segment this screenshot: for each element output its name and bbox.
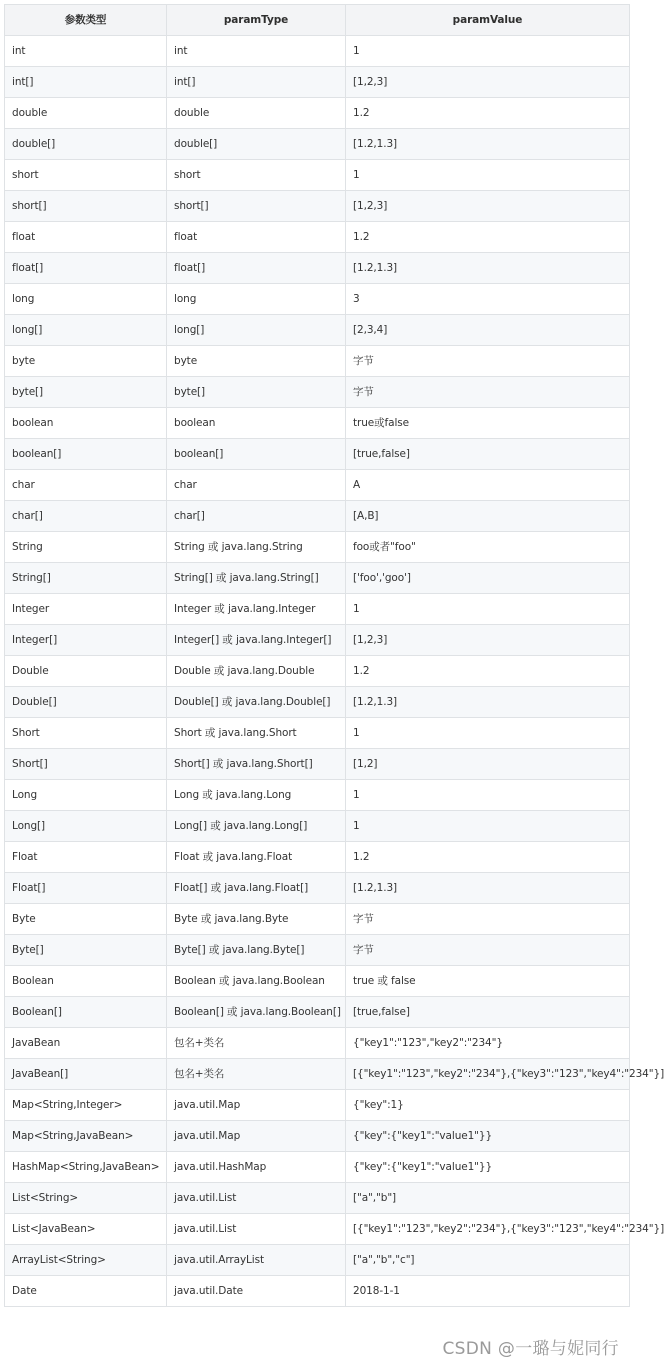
cell-param-category: Double[] <box>5 687 167 718</box>
header-param-value: paramValue <box>346 5 630 36</box>
table-row <box>5 346 630 377</box>
cell-param-type: double <box>167 98 346 129</box>
cell-param-value: true 或 false <box>346 966 630 997</box>
table-body <box>5 36 664 1307</box>
table-row <box>5 966 630 997</box>
cell-param-value: true或false <box>346 408 630 439</box>
table-row <box>5 439 630 470</box>
cell-param-value: [1.2,1.3] <box>346 129 630 160</box>
cell-param-type: java.util.Date <box>167 1276 346 1307</box>
cell-param-type: boolean <box>167 408 346 439</box>
table-row <box>5 1214 630 1245</box>
header-row <box>5 5 630 36</box>
cell-param-category: char <box>5 470 167 501</box>
cell-param-type: short[] <box>167 191 346 222</box>
cell-param-value: 1 <box>346 594 630 625</box>
cell-param-type: Double[] 或 java.lang.Double[] <box>167 687 346 718</box>
cell-param-category: long[] <box>5 315 167 346</box>
cell-param-value: [1,2] <box>346 749 630 780</box>
table-row <box>5 811 630 842</box>
table-row <box>5 718 630 749</box>
cell-param-category: float[] <box>5 253 167 284</box>
cell-param-value: [1,2,3] <box>346 625 630 656</box>
cell-param-value: {"key1":"123","key2":"234"} <box>346 1028 630 1059</box>
cell-param-value: 1.2 <box>346 842 630 873</box>
table-row <box>5 160 630 191</box>
cell-param-type: Byte[] 或 java.lang.Byte[] <box>167 935 346 966</box>
cell-param-type: Float[] 或 java.lang.Float[] <box>167 873 346 904</box>
cell-param-type: Float 或 java.lang.Float <box>167 842 346 873</box>
table-row <box>5 997 630 1028</box>
cell-param-category: Byte <box>5 904 167 935</box>
cell-param-category: short <box>5 160 167 191</box>
cell-param-type: Double 或 java.lang.Double <box>167 656 346 687</box>
param-type-table <box>4 4 664 1307</box>
table-row <box>5 1121 630 1152</box>
table-row <box>5 253 630 284</box>
cell-param-category: Boolean <box>5 966 167 997</box>
cell-param-category: Map<String,JavaBean> <box>5 1121 167 1152</box>
cell-param-category: Float <box>5 842 167 873</box>
cell-param-type: boolean[] <box>167 439 346 470</box>
cell-param-value: [1,2,3] <box>346 67 630 98</box>
cell-param-value: [A,B] <box>346 501 630 532</box>
cell-param-category: Map<String,Integer> <box>5 1090 167 1121</box>
cell-param-value: [{"key1":"123","key2":"234"},{"key3":"123","key4":"234"}] <box>346 1214 630 1245</box>
cell-param-type: String[] 或 java.lang.String[] <box>167 563 346 594</box>
cell-param-value: A <box>346 470 630 501</box>
cell-param-type: java.util.HashMap <box>167 1152 346 1183</box>
cell-param-value: {"key":{"key1":"value1"}} <box>346 1121 630 1152</box>
cell-param-type: int[] <box>167 67 346 98</box>
cell-param-type: Integer[] 或 java.lang.Integer[] <box>167 625 346 656</box>
cell-param-value: ['foo','goo'] <box>346 563 630 594</box>
cell-param-category: boolean[] <box>5 439 167 470</box>
cell-param-type: java.util.ArrayList <box>167 1245 346 1276</box>
cell-param-category: Long <box>5 780 167 811</box>
cell-param-type: char <box>167 470 346 501</box>
cell-param-category: HashMap<String,JavaBean> <box>5 1152 167 1183</box>
cell-param-value: 1.2 <box>346 656 630 687</box>
cell-param-category: boolean <box>5 408 167 439</box>
table-row <box>5 470 630 501</box>
table-row <box>5 36 630 67</box>
cell-param-value: ["a","b","c"] <box>346 1245 630 1276</box>
cell-param-category: JavaBean[] <box>5 1059 167 1090</box>
cell-param-type: 包名+类名 <box>167 1028 346 1059</box>
cell-param-category: short[] <box>5 191 167 222</box>
cell-param-value: 1 <box>346 718 630 749</box>
table-row <box>5 501 630 532</box>
table-row <box>5 408 630 439</box>
cell-param-type: byte <box>167 346 346 377</box>
table-row <box>5 1152 630 1183</box>
cell-param-type: float[] <box>167 253 346 284</box>
cell-param-category: String[] <box>5 563 167 594</box>
cell-param-type: Long[] 或 java.lang.Long[] <box>167 811 346 842</box>
cell-param-value: 字节 <box>346 935 630 966</box>
table-row <box>5 191 630 222</box>
cell-param-value: [1.2,1.3] <box>346 873 630 904</box>
table-row <box>5 1245 630 1276</box>
cell-param-value: [true,false] <box>346 439 630 470</box>
table-row <box>5 625 630 656</box>
table-row <box>5 67 630 98</box>
table-row <box>5 1059 630 1090</box>
cell-param-type: Long 或 java.lang.Long <box>167 780 346 811</box>
cell-param-type: Integer 或 java.lang.Integer <box>167 594 346 625</box>
cell-param-value: [{"key1":"123","key2":"234"},{"key3":"123","key4":"234"}] <box>346 1059 630 1090</box>
cell-param-type: java.util.List <box>167 1183 346 1214</box>
cell-param-type: byte[] <box>167 377 346 408</box>
cell-param-value: 字节 <box>346 346 630 377</box>
cell-param-type: float <box>167 222 346 253</box>
cell-param-category: byte <box>5 346 167 377</box>
cell-param-value: [1,2,3] <box>346 191 630 222</box>
cell-param-type: Short 或 java.lang.Short <box>167 718 346 749</box>
cell-param-type: Boolean[] 或 java.lang.Boolean[] <box>167 997 346 1028</box>
cell-param-category: char[] <box>5 501 167 532</box>
cell-param-value: {"key":1} <box>346 1090 630 1121</box>
cell-param-category: List<String> <box>5 1183 167 1214</box>
table-row <box>5 687 630 718</box>
cell-param-type: java.util.List <box>167 1214 346 1245</box>
cell-param-value: 1.2 <box>346 222 630 253</box>
cell-param-value: [1.2,1.3] <box>346 687 630 718</box>
cell-param-category: Byte[] <box>5 935 167 966</box>
cell-param-category: byte[] <box>5 377 167 408</box>
cell-param-type: 包名+类名 <box>167 1059 346 1090</box>
cell-param-category: Integer[] <box>5 625 167 656</box>
cell-param-type: int <box>167 36 346 67</box>
cell-param-category: JavaBean <box>5 1028 167 1059</box>
cell-param-value: 字节 <box>346 904 630 935</box>
table-header <box>5 5 630 36</box>
table-row <box>5 873 630 904</box>
table-row <box>5 563 630 594</box>
cell-param-type: Byte 或 java.lang.Byte <box>167 904 346 935</box>
cell-param-category: ArrayList<String> <box>5 1245 167 1276</box>
cell-param-category: Short[] <box>5 749 167 780</box>
cell-param-type: long[] <box>167 315 346 346</box>
cell-param-category: Short <box>5 718 167 749</box>
table-row <box>5 1028 630 1059</box>
cell-param-category: Integer <box>5 594 167 625</box>
cell-param-value: 1 <box>346 36 630 67</box>
table-row <box>5 842 630 873</box>
cell-param-type: java.util.Map <box>167 1090 346 1121</box>
cell-param-type: String 或 java.lang.String <box>167 532 346 563</box>
table-row <box>5 594 630 625</box>
cell-param-category: Double <box>5 656 167 687</box>
table-row <box>5 98 630 129</box>
cell-param-category: Float[] <box>5 873 167 904</box>
cell-param-type: Boolean 或 java.lang.Boolean <box>167 966 346 997</box>
cell-param-value: 3 <box>346 284 630 315</box>
cell-param-category: double <box>5 98 167 129</box>
table-row <box>5 780 630 811</box>
table-row <box>5 315 630 346</box>
cell-param-value: 1 <box>346 811 630 842</box>
cell-param-category: double[] <box>5 129 167 160</box>
table-row <box>5 532 630 563</box>
cell-param-value: [true,false] <box>346 997 630 1028</box>
cell-param-category: int[] <box>5 67 167 98</box>
table-row <box>5 129 630 160</box>
cell-param-value: [2,3,4] <box>346 315 630 346</box>
cell-param-type: char[] <box>167 501 346 532</box>
table-row <box>5 749 630 780</box>
table-row <box>5 1276 630 1307</box>
cell-param-type: double[] <box>167 129 346 160</box>
cell-param-value: 2018-1-1 <box>346 1276 630 1307</box>
cell-param-category: String <box>5 532 167 563</box>
cell-param-value: 1.2 <box>346 98 630 129</box>
cell-param-type: long <box>167 284 346 315</box>
cell-param-type: Short[] 或 java.lang.Short[] <box>167 749 346 780</box>
table-row <box>5 935 630 966</box>
csdn-watermark: CSDN @一璐与妮同行 <box>442 1339 619 1359</box>
table-row <box>5 656 630 687</box>
cell-param-value: [1.2,1.3] <box>346 253 630 284</box>
table-row <box>5 284 630 315</box>
cell-param-type: short <box>167 160 346 191</box>
cell-param-category: List<JavaBean> <box>5 1214 167 1245</box>
header-param-type: paramType <box>167 5 346 36</box>
table-row <box>5 904 630 935</box>
header-param-category: 参数类型 <box>5 5 167 36</box>
cell-param-value: {"key":{"key1":"value1"}} <box>346 1152 630 1183</box>
cell-param-value: 1 <box>346 160 630 191</box>
cell-param-category: int <box>5 36 167 67</box>
table-row <box>5 377 630 408</box>
table-row <box>5 222 630 253</box>
cell-param-category: float <box>5 222 167 253</box>
cell-param-category: Boolean[] <box>5 997 167 1028</box>
table-row <box>5 1183 630 1214</box>
cell-param-value: 1 <box>346 780 630 811</box>
cell-param-type: java.util.Map <box>167 1121 346 1152</box>
cell-param-value: 字节 <box>346 377 630 408</box>
table-row <box>5 1090 630 1121</box>
cell-param-value: ["a","b"] <box>346 1183 630 1214</box>
cell-param-category: long <box>5 284 167 315</box>
cell-param-value: foo或者"foo" <box>346 532 630 563</box>
cell-param-category: Long[] <box>5 811 167 842</box>
cell-param-category: Date <box>5 1276 167 1307</box>
